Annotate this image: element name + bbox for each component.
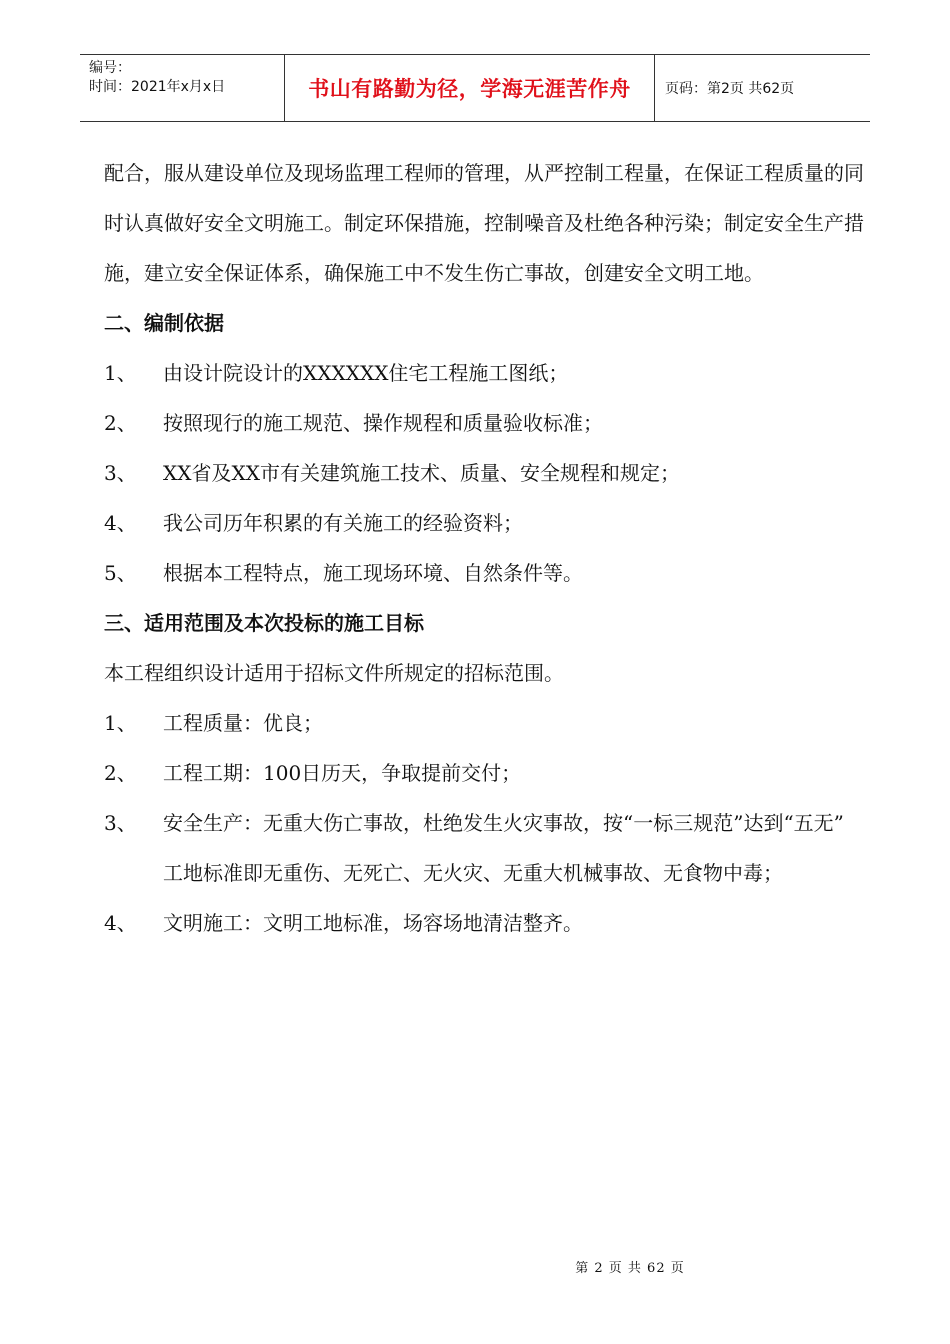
page-header [80, 54, 870, 122]
list-item-number: 5、 [104, 561, 137, 585]
list-item-text: 按照现行的施工规范、操作规程和质量验收标准； [163, 411, 603, 435]
list-item-number: 2、 [104, 411, 137, 435]
list-item [104, 748, 864, 798]
list-item [104, 398, 864, 448]
intro-paragraph: 配合，服从建设单位及现场监理工程师的管理，从严控制工程量，在保证工程质量的同时认真做好安全文明施工。制定环保措施，控制噪音及杜绝各种污染；制定安全生产措施，建立安全保证体系，确保施工中不发生伤亡事故，创建安全文明工地。 [104, 161, 864, 285]
list-item [104, 698, 864, 748]
list-item-number: 1、 [104, 711, 137, 735]
scope-intro: 本工程组织设计适用于招标文件所规定的招标范围。 [104, 661, 564, 685]
document-number-label: 编号： [89, 60, 131, 76]
section-heading-scope: 三、适用范围及本次投标的施工目标 [104, 611, 424, 635]
list-item [104, 898, 864, 948]
list-item-text: XX省及XX市有关建筑施工技术、质量、安全规程和规定； [163, 461, 680, 485]
header-page-info: 页码：第2页 共62页 [665, 81, 795, 97]
list-item-number: 3、 [104, 461, 137, 485]
list-item [104, 548, 864, 598]
list-item [104, 448, 864, 498]
targets-list [104, 698, 864, 948]
page-footer: 第 2 页 共 62 页 [575, 1261, 685, 1276]
header-meta [80, 55, 285, 121]
list-item-text: 工程工期：100日历天，争取提前交付； [163, 761, 522, 785]
basis-list [104, 348, 864, 598]
list-item-text: 安全生产：无重大伤亡事故，杜绝发生火灾事故，按“一标三规范”达到“五无” 工地标准即无重伤、无死亡、无火灾、无重大机械事故、无食物中毒； [163, 811, 844, 885]
list-item-number: 3、 [104, 811, 137, 835]
list-item [104, 798, 864, 898]
list-item [104, 348, 864, 398]
list-item-number: 4、 [104, 511, 137, 535]
list-item-number: 1、 [104, 361, 137, 385]
list-item-text: 文明施工：文明工地标准，场容场地清洁整齐。 [163, 911, 583, 935]
list-item-number: 4、 [104, 911, 137, 935]
document-body [104, 148, 864, 948]
list-item-text: 工程质量：优良； [163, 711, 323, 735]
header-motto: 书山有路勤为径，学海无涯苦作舟 [285, 55, 655, 121]
document-date: 时间：2021年x月x日 [89, 79, 226, 95]
list-item-text: 根据本工程特点，施工现场环境、自然条件等。 [163, 561, 583, 585]
section-heading-basis: 二、编制依据 [104, 311, 224, 335]
list-item [104, 498, 864, 548]
list-item-text: 我公司历年积累的有关施工的经验资料； [163, 511, 523, 535]
list-item-text: 由设计院设计的XXXXXX住宅工程施工图纸； [163, 361, 569, 385]
list-item-number: 2、 [104, 761, 137, 785]
